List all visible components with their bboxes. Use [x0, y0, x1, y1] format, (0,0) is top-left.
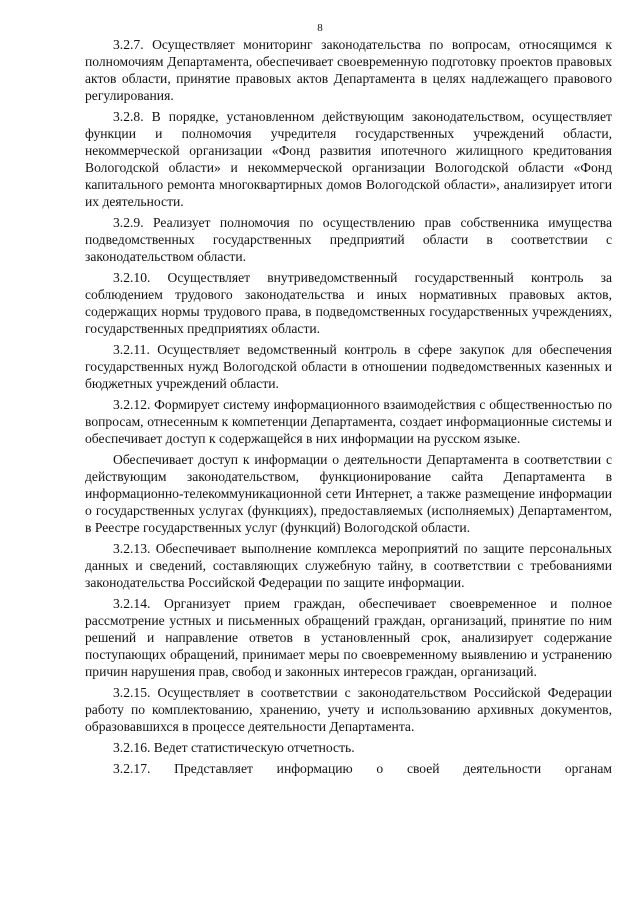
paragraph-3-2-16: 3.2.16. Ведет статистическую отчетность. [113, 740, 355, 755]
paragraph-3-2-12: 3.2.12. Формирует систему информационного взаимодействия с общественностью по вопросам, отнесенным к компетенции Департамента, создает информационные системы и обеспечивает доступ к содержащейся в них информации на русском языке. [85, 397, 612, 446]
paragraph-3-2-7: 3.2.7. Осуществляет мониторинг законодательства по вопросам, относящимся к полномочиям Департамента, обеспечивает своевременную подготовку проектов правовых актов области, принятие правовых актов Департамента в целях надлежащего правового регулирования. [85, 37, 612, 103]
paragraph-3-2-11: 3.2.11. Осуществляет ведомственный контроль в сфере закупок для обеспечения государственных нужд Вологодской области в отношении подведомственных казенных и бюджетных учреждений области. [85, 342, 612, 391]
paragraph-3-2-17: 3.2.17. Представляет информацию о своей деятельности органам [113, 761, 612, 776]
page-number: 8 [317, 22, 323, 34]
paragraph-3-2-8: 3.2.8. В порядке, установленном действующим законодательством, осуществляет функции и полномочия учредителя государственных учреждений области, некоммерческой организации «Фонд развития ипотечного жилищного кредитования Вологодской области» и некоммерческой организации Вологодской области «Фонд капитального ремонта многоквартирных домов Вологодской области», анализирует итоги их деятельности. [85, 109, 612, 209]
paragraph-3-2-14: 3.2.14. Организует прием граждан, обеспечивает своевременное и полное рассмотрение устных и письменных обращений граждан, организаций, принятие по ним решений и направление ответов в установленный срок, анализирует содержание поступающих обращений, принимает меры по своевременному выявлению и устранению причин нарушения прав, свобод и законных интересов граждан, организаций. [85, 596, 612, 679]
document-body [85, 36, 612, 781]
paragraph-3-2-15: 3.2.15. Осуществляет в соответствии с законодательством Российской Федерации работу по комплектованию, хранению, учету и использованию архивных документов, образовавшихся в процессе деятельности Департамента. [85, 685, 612, 734]
paragraph-info-access: Обеспечивает доступ к информации о деятельности Департамента в соответствии с действующим законодательством, функционирование сайта Департамента в информационно-телекоммуникационной сети Интернет, а также размещение информации о государственных услугах (функциях), предоставляемых (исполняемых) Департаментом, в Реестре государственных услуг (функций) Вологодской области. [85, 452, 612, 535]
paragraph-3-2-9: 3.2.9. Реализует полномочия по осуществлению прав собственника имущества подведомственных государственных предприятий области в соответствии с законодательством области. [85, 215, 612, 264]
paragraph-3-2-13: 3.2.13. Обеспечивает выполнение комплекса мероприятий по защите персональных данных и сведений, составляющих служебную тайну, в соответствии с требованиями законодательства Российской Федерации по защите информации. [85, 541, 612, 590]
paragraph-3-2-10: 3.2.10. Осуществляет внутриведомственный государственный контроль за соблюдением трудового законодательства и иных нормативных правовых актов, содержащих нормы трудового права, в подведомственных государственных учреждениях, государственных предприятиях области. [85, 270, 612, 336]
